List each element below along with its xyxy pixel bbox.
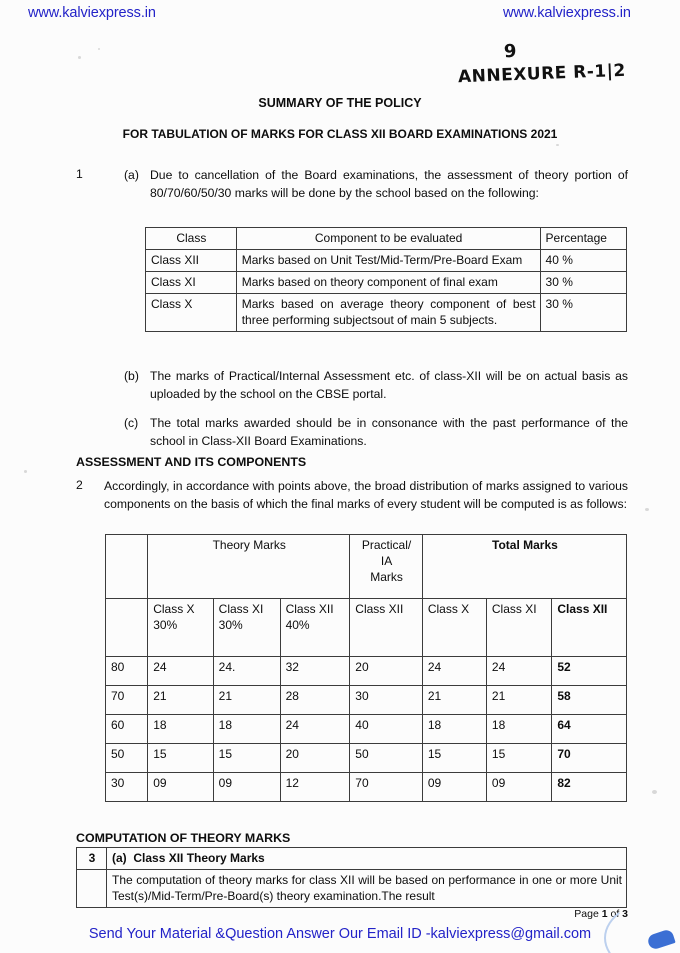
table-row	[146, 250, 627, 272]
group-header-theory: Theory Marks	[148, 535, 350, 599]
clause-1c	[124, 415, 628, 450]
group-header-practical-line3: Marks	[370, 570, 403, 584]
cell-practical-xii: 30	[350, 686, 423, 715]
sub-header-pct: 30%	[218, 618, 243, 632]
scan-speck	[24, 470, 27, 473]
cell-theory-xii: 24	[280, 715, 350, 744]
cell-theory-x: 15	[148, 744, 213, 773]
group-header-practical-line1: Practical/	[361, 538, 412, 552]
cell-total-xii: 52	[552, 657, 627, 686]
cell-total-xii: 64	[552, 715, 627, 744]
scan-speck	[556, 144, 559, 146]
cell-total-xii: 58	[552, 686, 627, 715]
heading-computation: COMPUTATION OF THEORY MARKS	[76, 831, 291, 845]
cell-max-marks: 50	[106, 744, 148, 773]
sub-header-total-class-xii: Class XII	[552, 599, 627, 657]
group-header-practical	[350, 535, 423, 599]
cell-theory-xi: 15	[213, 744, 280, 773]
cell-total-xi: 21	[486, 686, 551, 715]
clause-1b-text: The marks of Practical/Internal Assessment etc. of class-XII will be on actual basis as uploaded by the school on the CBSE portal.	[150, 369, 628, 401]
page-total: 3	[622, 908, 628, 920]
cell-max-marks: 30	[106, 773, 148, 802]
cell-item-index: 3	[77, 848, 107, 870]
promo-banner: Send Your Material &Question Answer Our Email ID -kalviexpress@gmail.com	[88, 926, 592, 942]
cell-max-marks: 80	[106, 657, 148, 686]
table-row	[106, 657, 627, 686]
cell-theory-x: 24	[148, 657, 213, 686]
col-header-percentage: Percentage	[540, 228, 626, 250]
page-current: 1	[601, 908, 608, 920]
sub-header-pct: 30%	[153, 618, 178, 632]
cell-theory-xii: 20	[280, 744, 350, 773]
cell-total-xii: 82	[552, 773, 627, 802]
sub-header-pct: 40%	[285, 618, 310, 632]
cell-theory-x: 21	[148, 686, 213, 715]
table-row	[106, 715, 627, 744]
group-header-practical-line2: IA	[380, 554, 393, 568]
cell-theory-x: 18	[148, 715, 213, 744]
cell-subsection-title	[107, 848, 627, 870]
table-computation	[76, 847, 627, 908]
table-row	[106, 744, 627, 773]
cell-practical-xii: 40	[350, 715, 423, 744]
subsection-label: (a)	[112, 851, 127, 865]
cell-theory-xi: 24.	[213, 657, 280, 686]
cell-blank-corner	[106, 535, 148, 599]
clause-1b-label: (b)	[124, 369, 139, 383]
cell-class: Class XII	[146, 250, 237, 272]
cell-practical-xii: 70	[350, 773, 423, 802]
sub-header-practical-class-xii: Class XII	[350, 599, 423, 657]
cell-percentage: 40 %	[540, 250, 626, 272]
cell-theory-xii: 28	[280, 686, 350, 715]
table-row-header	[77, 848, 627, 870]
page-title: SUMMARY OF THE POLICY	[258, 96, 422, 110]
cell-total-xi: 18	[486, 715, 551, 744]
table-distribution	[105, 534, 627, 802]
cell-total-xii: 70	[552, 744, 627, 773]
watermark-top-right: www.kalviexpress.in	[503, 5, 631, 21]
handwritten-page-number: 9	[503, 40, 518, 63]
scan-speck	[645, 508, 649, 511]
cell-component: Marks based on average theory component of best three performing subjectsout of main 5 subjects.	[236, 294, 540, 332]
cell-blank-corner-2	[106, 599, 148, 657]
cell-item-index-blank	[77, 870, 107, 908]
table-row-group-header	[106, 535, 627, 599]
group-header-total: Total Marks	[422, 535, 626, 599]
clause-1b	[124, 368, 628, 403]
cell-component: Marks based on Unit Test/Mid-Term/Pre-Board Exam	[236, 250, 540, 272]
subsection-title: Class XII Theory Marks	[133, 851, 265, 865]
cell-max-marks: 70	[106, 686, 148, 715]
sub-header-theory-class-xi	[213, 599, 280, 657]
table-row	[106, 773, 627, 802]
sub-header-label: Class XII	[285, 602, 334, 616]
clause-1c-text: The total marks awarded should be in consonance with the past performance of the school in Class-XII Board Examinations.	[150, 416, 628, 448]
scan-speck	[98, 48, 100, 50]
handwritten-annexure-label: ANNEXURE R-1|2	[457, 60, 627, 88]
table-row-header	[146, 228, 627, 250]
cell-theory-xi: 21	[213, 686, 280, 715]
cell-component: Marks based on theory component of final exam	[236, 272, 540, 294]
page-subtitle: FOR TABULATION OF MARKS FOR CLASS XII BOARD EXAMINATIONS 2021	[122, 127, 558, 141]
sub-header-label: Class XI	[218, 602, 264, 616]
sub-header-theory-class-xii	[280, 599, 350, 657]
table-row	[146, 272, 627, 294]
table-row	[146, 294, 627, 332]
cell-total-xi: 24	[486, 657, 551, 686]
watermark-top-left: www.kalviexpress.in	[28, 5, 156, 21]
cell-theory-xii: 12	[280, 773, 350, 802]
cell-computation-body: The computation of theory marks for class XII will be based on performance in one or more Unit Test(s)/Mid-Term/Pre-Board(s) theory examination.The result	[107, 870, 627, 908]
cell-class: Class X	[146, 294, 237, 332]
cell-theory-xi: 18	[213, 715, 280, 744]
cell-practical-xii: 20	[350, 657, 423, 686]
cell-total-x: 15	[422, 744, 486, 773]
clause-1a-label: (a)	[124, 168, 139, 182]
cell-theory-xii: 32	[280, 657, 350, 686]
table-row	[77, 870, 627, 908]
clause-1c-label: (c)	[124, 416, 139, 430]
cell-total-x: 21	[422, 686, 486, 715]
scan-speck	[78, 56, 81, 59]
sub-header-label: Class X	[153, 602, 195, 616]
page-middle: of	[607, 908, 623, 920]
clause-2-text: Accordingly, in accordance with points above, the broad distribution of marks assigned to various components on the basis of which the final marks of every student will be computed is as follows:	[104, 479, 628, 511]
cell-class: Class XI	[146, 272, 237, 294]
clause-1-number: 1	[76, 167, 83, 181]
page-prefix: Page	[574, 908, 602, 920]
cell-total-x: 18	[422, 715, 486, 744]
col-header-component: Component to be evaluated	[236, 228, 540, 250]
cell-theory-x: 09	[148, 773, 213, 802]
sub-header-theory-class-x	[148, 599, 213, 657]
cell-total-xi: 15	[486, 744, 551, 773]
clause-1a	[124, 167, 628, 202]
cell-practical-xii: 50	[350, 744, 423, 773]
cell-percentage: 30 %	[540, 294, 626, 332]
cell-total-x: 24	[422, 657, 486, 686]
cell-theory-xi: 09	[213, 773, 280, 802]
cell-max-marks: 60	[106, 715, 148, 744]
clause-1a-text: Due to cancellation of the Board examinations, the assessment of theory portion of 80/70/60/50/30 marks will be done by the school based on the following:	[150, 168, 628, 200]
col-header-class: Class	[146, 228, 237, 250]
cell-total-xi: 09	[486, 773, 551, 802]
sub-header-total-class-xi: Class XI	[486, 599, 551, 657]
cell-percentage: 30 %	[540, 272, 626, 294]
cell-total-x: 09	[422, 773, 486, 802]
table-row-sub-header	[106, 599, 627, 657]
scan-speck	[652, 790, 657, 794]
heading-assessment: ASSESSMENT AND ITS COMPONENTS	[76, 455, 307, 469]
sub-header-total-class-x: Class X	[422, 599, 486, 657]
table-row	[106, 686, 627, 715]
table-components	[145, 227, 627, 332]
clause-2-number: 2	[76, 478, 83, 492]
page-number-footer	[0, 908, 628, 920]
